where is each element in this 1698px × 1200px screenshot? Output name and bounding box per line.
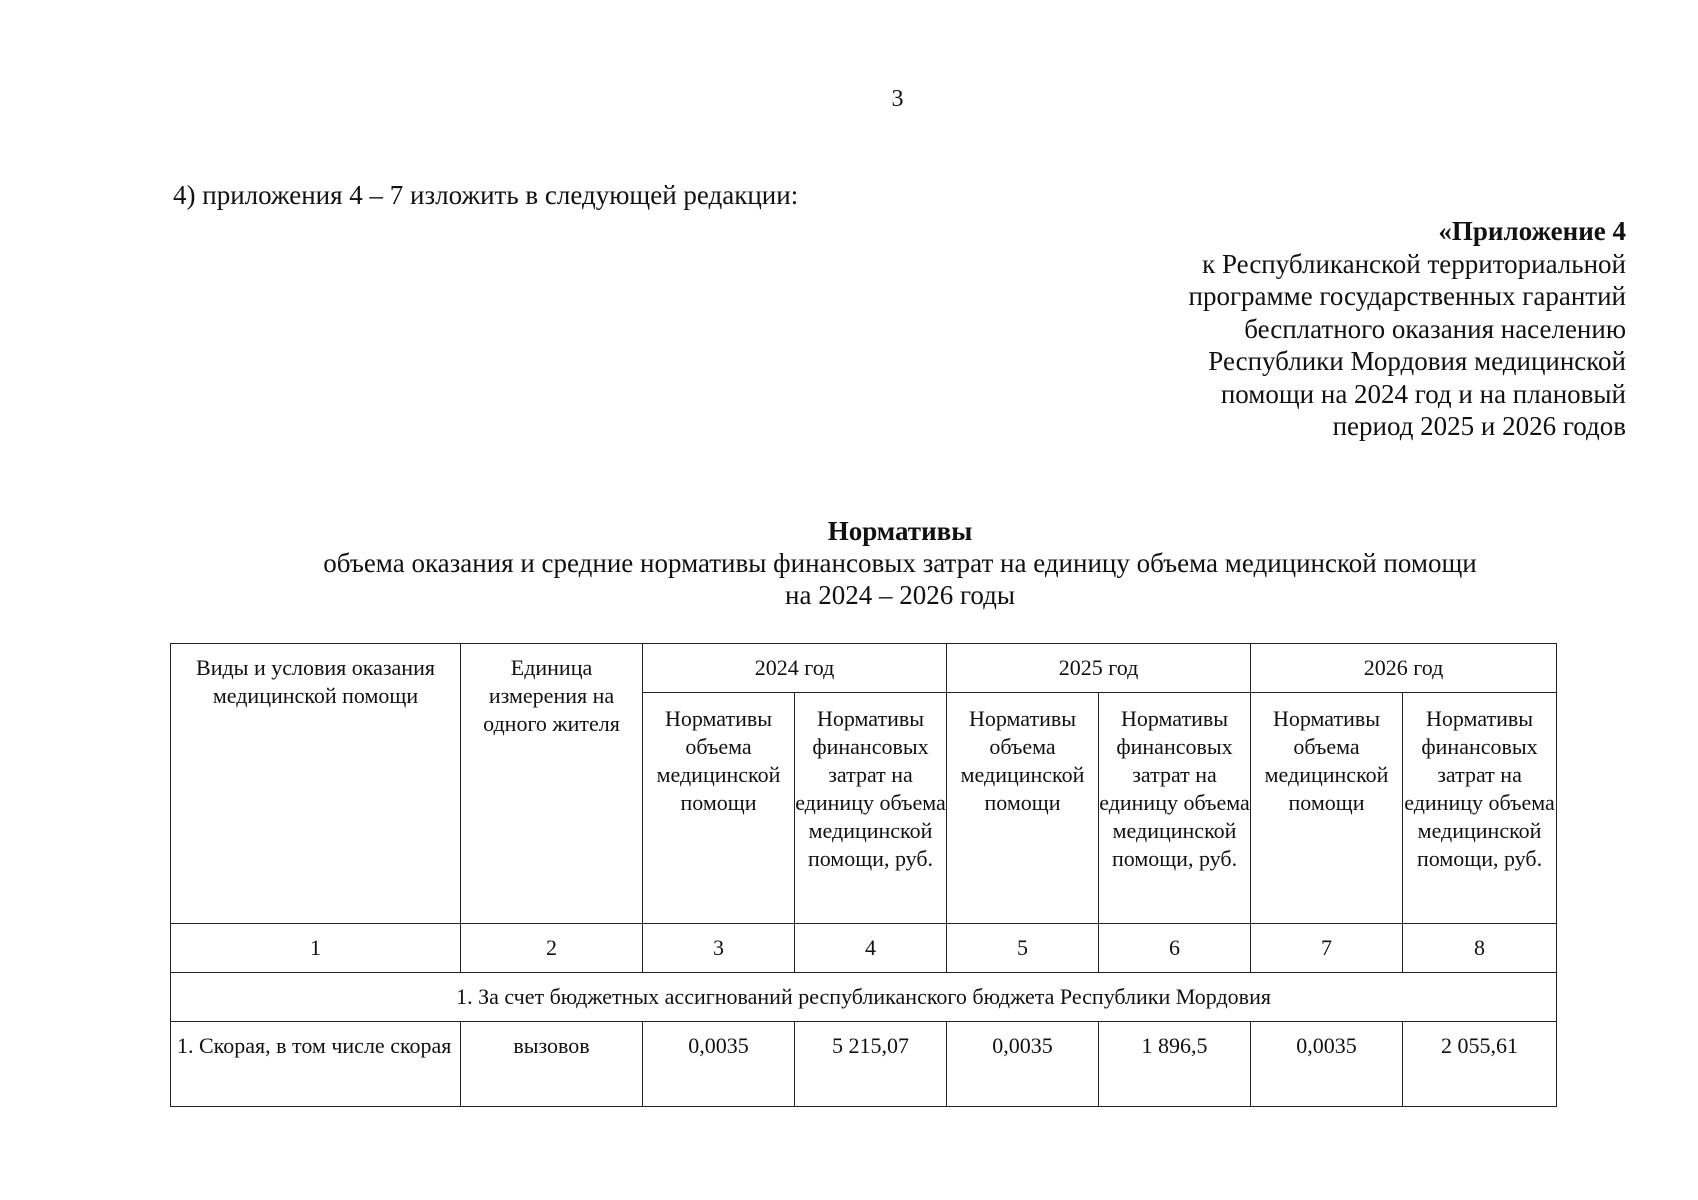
document-title: Нормативы [827,516,973,546]
section-heading: 1. За счет бюджетных ассигнований республиканского бюджета Республики Мордовия [171,973,1557,1022]
cell-volume-2026: 0,0035 [1251,1022,1403,1107]
column-number: 5 [947,924,1099,973]
header-year-2026: 2026 год [1251,644,1557,693]
appendix-line: программе государственных гарантий [1188,281,1626,311]
header-kind: Виды и условия оказания медицинской помощи [171,644,461,924]
header-unit: Единица измерения на одного жителя [461,644,643,924]
cell-volume-2024: 0,0035 [643,1022,795,1107]
column-number: 1 [171,924,461,973]
document-period: на 2024 – 2026 годы [785,580,1015,610]
header-volume-2026: Нормативы объема медицинской помощи [1251,693,1403,924]
cell-cost-2025: 1 896,5 [1099,1022,1251,1107]
appendix-line: Республики Мордовия медицинской [1208,346,1626,376]
column-number: 7 [1251,924,1403,973]
document-subtitle: объема оказания и средние нормативы финансовых затрат на единицу объема медицинской помощи [323,548,1477,578]
page-number: 3 [891,86,904,112]
column-number: 6 [1099,924,1251,973]
column-number: 2 [461,924,643,973]
appendix-line: помощи на 2024 год и на плановый [1220,378,1626,409]
cell-unit: вызовов [461,1022,643,1107]
column-number: 3 [643,924,795,973]
cell-cost-2024: 5 215,07 [795,1022,947,1107]
header-cost-2024: Нормативы финансовых затрат на единицу объема медицинской помощи, руб. [795,693,947,924]
appendix-line: к Республиканской территориальной [1202,248,1626,279]
header-cost-2025: Нормативы финансовых затрат на единицу объема медицинской помощи, руб. [1099,693,1251,924]
column-number: 8 [1403,924,1557,973]
header-cost-2026: Нормативы финансовых затрат на единицу объема медицинской помощи, руб. [1403,693,1557,924]
table-header-row [171,644,1557,693]
appendix-line: период 2025 и 2026 годов [1332,411,1626,441]
table-row [171,1022,1557,1107]
norms-table [170,643,1557,1107]
cell-volume-2025: 0,0035 [947,1022,1099,1107]
header-volume-2024: Нормативы объема медицинской помощи [643,693,795,924]
cell-kind: 1. Скорая, в том числе скорая [171,1022,461,1107]
cell-cost-2026: 2 055,61 [1403,1022,1557,1107]
intro-paragraph: 4) приложения 4 – 7 изложить в следующей редакции: [173,180,799,210]
section-row [171,973,1557,1022]
column-number: 4 [795,924,947,973]
header-volume-2025: Нормативы объема медицинской помощи [947,693,1099,924]
column-number-row [171,924,1557,973]
header-year-2024: 2024 год [643,644,947,693]
appendix-line: бесплатного оказания населению [1244,313,1626,344]
appendix-heading: «Приложение 4 [1438,216,1626,246]
appendix-block [1066,215,1626,443]
document-title-block [200,515,1600,611]
header-year-2025: 2025 год [947,644,1251,693]
